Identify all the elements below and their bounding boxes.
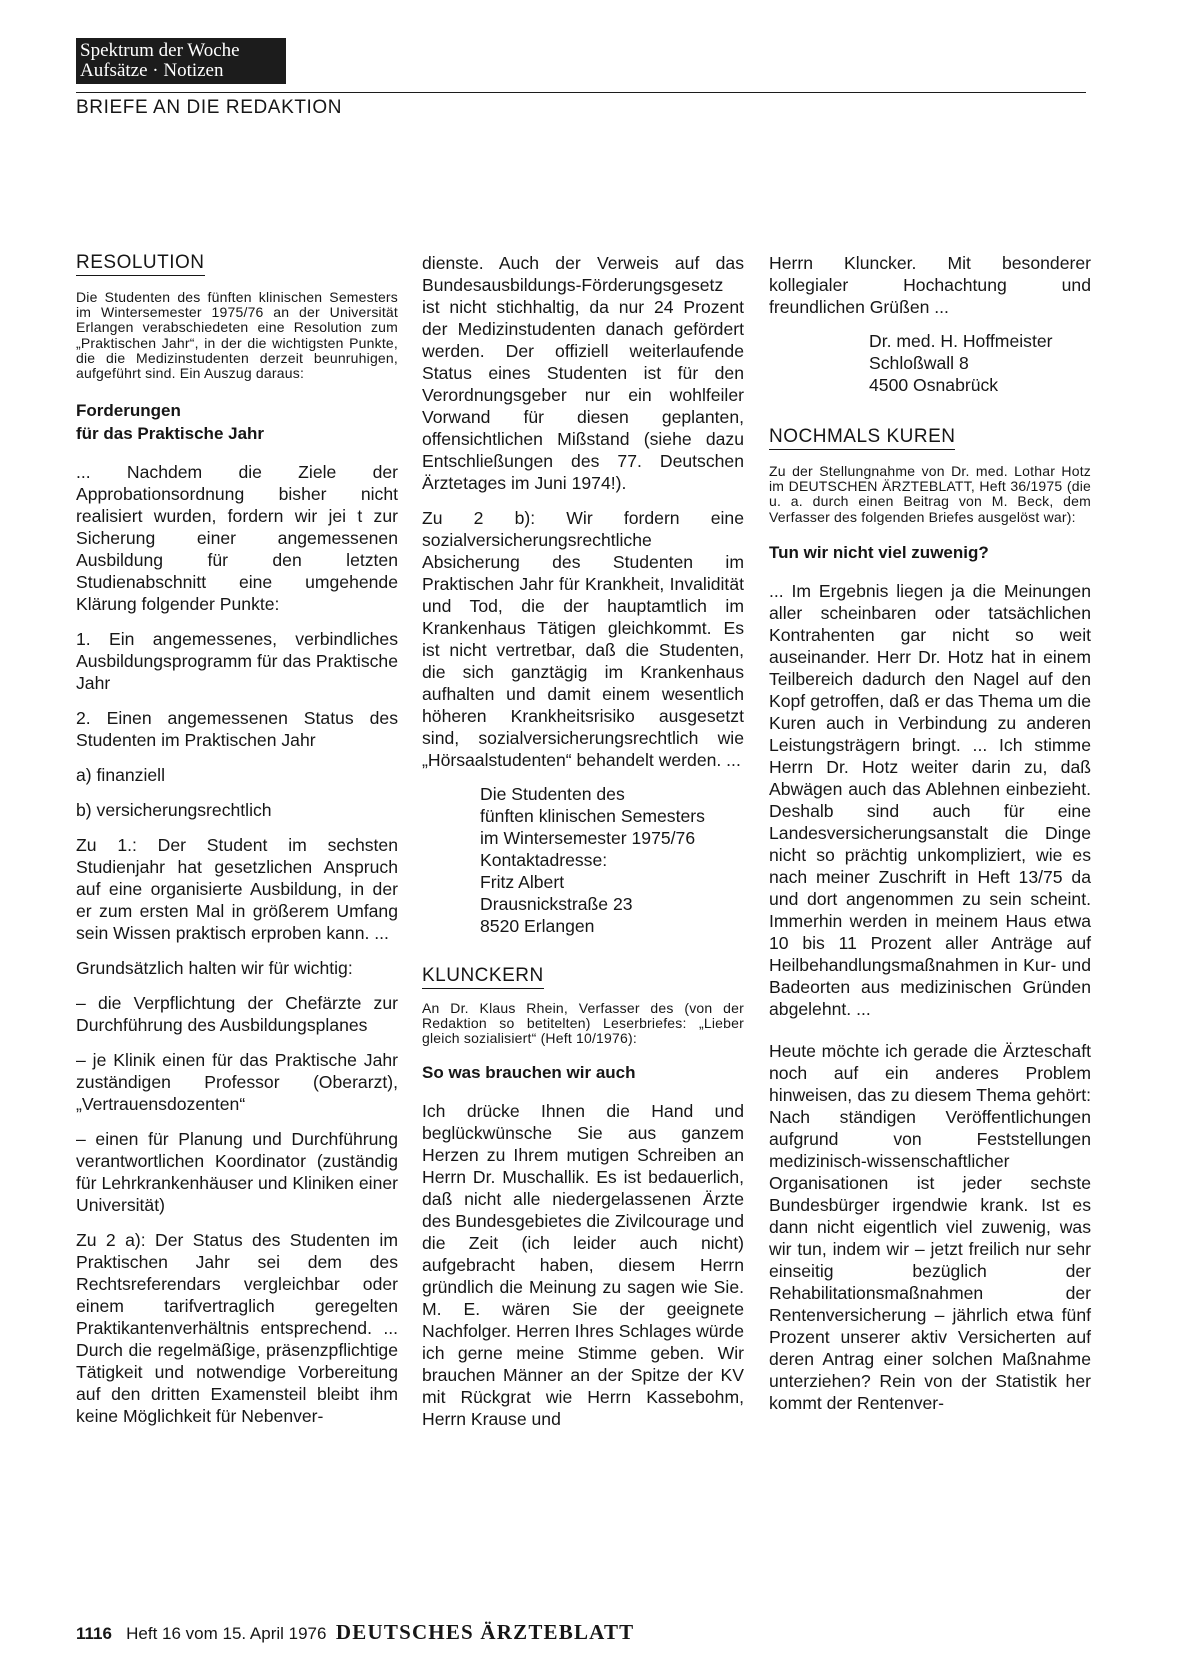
- heading-resolution: RESOLUTION: [76, 252, 205, 276]
- paragraph: ... Im Ergebnis liegen ja die Meinungen aller scheinbaren oder tatsächlichen Kontrahenten gar nicht so weit auseinander. Herr Dr. Hotz hat in einem Teilbereich dadurch den Nagel auf den Kopf getroffen, daß er das Thema um die Kuren auch in Verbindung zu anderen Leistungsträgern bringt. ... Ich stimme Herrn Dr. Hotz weiter darin zu, daß Abwägen auch das Ablehnen einbezieht. Deshalb sind auch für eine Landesversicherungsanstalt die Dinge nicht so prächtig unkompliziert, wie es nach meiner Zuschrift in Heft 13/75 da und dort angenommen zu sein scheint. Immerhin werden in meinem Haus etwa 10 bis 11 Prozent aller Anträge auf Heilbehandlungsmaßnahmen in Kur- und Badeorten aus medizinischen Gründen abgelehnt. ...: [769, 580, 1091, 1019]
- heading-klunckern: KLUNCKERN: [422, 965, 544, 989]
- subheading-forderungen: Forderungen: [76, 401, 181, 421]
- paragraph: – je Klinik einen für das Praktische Jahr zuständigen Professor (Oberarzt), „Vertrauensdozenten“: [76, 1050, 398, 1115]
- signature-line: fünften klinischen Semesters: [480, 806, 705, 826]
- journal-brand: DEUTSCHES ÄRZTEBLATT: [335, 1620, 635, 1644]
- signature-hoffmeister: [869, 330, 1091, 396]
- page-title: BRIEFE AN DIE REDAKTION: [76, 97, 343, 118]
- header-rule: [76, 92, 1086, 93]
- paragraph: Herrn Kluncker. Mit besonderer kollegialer Hochachtung und freundlichen Grüßen ...: [769, 253, 1091, 317]
- column-2: [422, 252, 744, 1430]
- paragraph: – die Verpflichtung der Chefärzte zur Durchführung des Ausbildungsplanes: [76, 993, 398, 1036]
- paragraph: 2. Einen angemessenen Status des Studenten im Praktischen Jahr: [76, 708, 398, 751]
- page-footer: [76, 1620, 634, 1645]
- issue-info: Heft 16 vom 15. April 1976: [126, 1624, 327, 1643]
- paragraph: Heute möchte ich gerade die Ärzteschaft noch auf ein anderes Problem hinweisen, das zu diesem Thema gehört: Nach ständigen Veröffentlichungen aufgrund von Feststellungen medizinisch-wissenschaftlicher Organisationen ist jeder sechste Bundesbürger irgendwie krank. Ist es dann nicht eigentlich viel zuwenig, was wir tun, indem wir – jetzt freilich nur sehr einseitig bezüglich der Rehabilitationsmaßnahmen der Rentenversicherung – jährlich etwa fünf Prozent unserer aktiv Versicherten auf deren Antrag einer solchen Maßnahme unterziehen? Rein von der Statistik her kommt der Rentenver-: [769, 1040, 1091, 1413]
- paragraph: – einen für Planung und Durchführung verantwortlichen Koordinator (zuständig für Lehrkrankenhäuser und Kliniken einer Universität): [76, 1129, 398, 1216]
- subheading-tun-wir: Tun wir nicht viel zuwenig?: [769, 542, 989, 562]
- paragraph: a) finanziell: [76, 765, 165, 786]
- paragraph: dienste. Auch der Verweis auf das Bundesausbildungs-Förderungsgesetz ist nicht stichhaltig, da nur 24 Prozent der Medizinstudenten danach gefördert werden. Der offiziell weiterlaufende Status eines Studenten ist für den Verordnungsgeber nur ein wohlfeiler Vorwand für diesen geplanten, offensichtlichen Mißstand (siehe dazu Entschließungen des 77. Deutschen Ärztetages im Juni 1974!).: [422, 253, 744, 493]
- subheading-praktisches-jahr: für das Praktische Jahr: [76, 424, 265, 444]
- section-label-line2: Aufsätze · Notizen: [80, 60, 224, 81]
- signature-line: Dr. med. H. Hoffmeister: [869, 331, 1053, 351]
- page-number: 1116: [76, 1624, 112, 1643]
- paragraph: b) versicherungsrechtlich: [76, 800, 272, 821]
- signature-line: Kontaktadresse:: [480, 850, 608, 870]
- signature-students: [480, 783, 744, 937]
- signature-line: 8520 Erlangen: [480, 916, 595, 936]
- heading-nochmals-kuren: NOCHMALS KUREN: [769, 426, 955, 450]
- paragraph: ... Nachdem die Ziele der Approbationsordnung bisher nicht realisiert wurden, fordern wir jei t zur Sicherung einer angemessenen Ausbildung für den letzten Studienabschnitt eine umgehende Klärung folgender Punkte:: [76, 462, 398, 615]
- column-3: [769, 252, 1091, 1414]
- subheading-so-was: So was brauchen wir auch: [422, 1062, 636, 1082]
- signature-line: im Wintersemester 1975/76: [480, 828, 696, 848]
- signature-line: 4500 Osnabrück: [869, 375, 999, 395]
- signature-line: Schloßwall 8: [869, 353, 969, 373]
- section-label-box: [76, 38, 286, 84]
- paragraph: Grundsätzlich halten wir für wichtig:: [76, 958, 353, 979]
- intro-resolution: Die Studenten des fünften klinischen Semesters im Wintersemester 1975/76 an der Universität Erlangen verabschiedeten eine Resolution zum „Praktischen Jahr“, in der die wichtigsten Punkte, die die Medizinstudenten derzeit beunruhigen, aufgeführt sind. Ein Auszug daraus:: [76, 289, 398, 382]
- paragraph: Zu 2 b): Wir fordern eine sozialversicherungsrechtliche Absicherung des Studenten im Praktischen Jahr für Krankheit, Invalidität und Tod, die der hauptamtlich im Krankenhaus Tätigen gleichkommt. Es ist nicht vertretbar, daß die Studenten, die sich ganztägig im Krankenhaus aufhalten und damit einem wesentlich höheren Krankheitsrisiko ausgesetzt sind, sozialversicherungsrechtlich wie „Hörsaalstudenten“ behandelt werden. ...: [422, 508, 744, 770]
- section-label-line1: Spektrum der Woche: [80, 40, 240, 61]
- paragraph: 1. Ein angemessenes, verbindliches Ausbildungsprogramm für das Praktische Jahr: [76, 629, 398, 694]
- intro-klunckern: An Dr. Klaus Rhein, Verfasser des (von der Redaktion so betitelten) Leserbriefes: „Lieber gleich sozialisiert“ (Heft 10/1976):: [422, 1000, 744, 1047]
- signature-line: Drausnickstraße 23: [480, 894, 633, 914]
- paragraph: Zu 1.: Der Student im sechsten Studienjahr hat gesetzlichen Anspruch auf eine organisierte Ausbildung, in der er zum ersten Mal in größerem Umfang sein Wissen praktisch erproben kann. ...: [76, 835, 398, 944]
- intro-nochmals-kuren: Zu der Stellungnahme von Dr. med. Lothar Hotz im DEUTSCHEN ÄRZTEBLATT, Heft 36/1975 (die u. a. durch einen Beitrag von M. Beck, dem Verfasser des folgenden Briefes ausgelöst war):: [769, 463, 1091, 525]
- signature-line: Die Studenten des: [480, 784, 625, 804]
- paragraph: Ich drücke Ihnen die Hand und beglückwünsche Sie aus ganzem Herzen zu Ihrem mutigen Schreiben an Herrn Dr. Muschallik. Es ist bedauerlich, daß nicht alle niedergelassenen Ärzte des Bundesgebietes die Zivilcourage und die Zeit (ich leider auch nicht) aufgebracht haben, diesem Herrn gründlich die Meinung zu sagen wie Sie. M. E. wären Sie der geeignete Nachfolger. Herren Ihres Schlages würde ich gerne meine Stimme geben. Wir brauchen Männer an der Spitze der KV mit Rückgrat wie Herrn Kassebohm, Herrn Krause und: [422, 1100, 744, 1429]
- signature-line: Fritz Albert: [480, 872, 565, 892]
- column-1: [76, 252, 398, 1427]
- paragraph: Zu 2 a): Der Status des Studenten im Praktischen Jahr sei dem des Rechtsreferendars vergleichbar oder einem tarifvertraglich geregelten Praktikantenverhältnis entsprechend. ... Durch die regelmäßige, präsenzpflichtige Tätigkeit und notwendige Vorbereitung auf den dritten Examensteil bleibt ihm keine Möglichkeit für Nebenver-: [76, 1230, 398, 1427]
